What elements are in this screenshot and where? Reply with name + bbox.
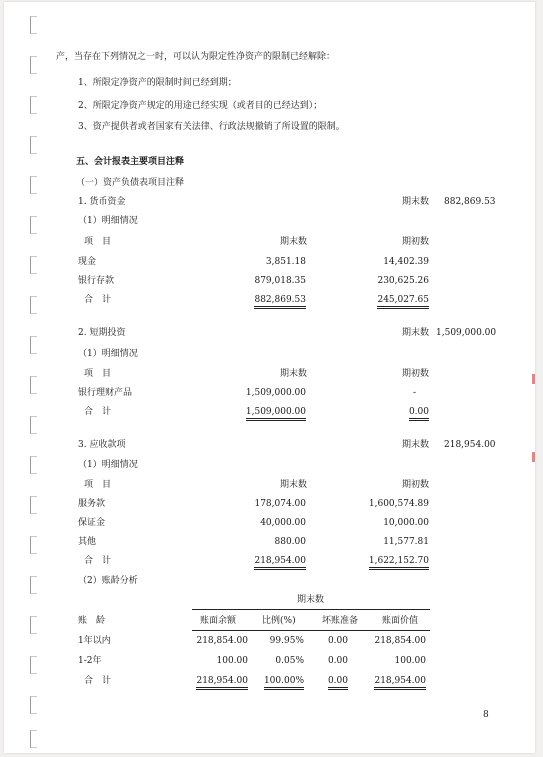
binding-marks xyxy=(4,2,44,753)
aging-row-ratio: 99.95% xyxy=(269,636,304,646)
receivable-total-label: 合 计 xyxy=(84,556,112,566)
document-page xyxy=(4,2,535,753)
intro-item-3: 3、资产提供者或者国家有关法律、行政法规撤销了所设置的限制。 xyxy=(78,122,345,132)
binding-mark xyxy=(30,96,37,114)
receivable-row-begin: 10,000.00 xyxy=(383,518,429,528)
binding-mark xyxy=(30,456,37,474)
invest-total-label: 合 计 xyxy=(84,407,112,417)
aging-row-balance: 218,854.00 xyxy=(196,636,248,646)
receivable-row-name: 服务款 xyxy=(78,499,106,509)
receivable-row-begin: 1,600,574.89 xyxy=(368,499,429,509)
invest-detail-label: （1）明细情况 xyxy=(78,349,138,359)
aging-col-provision: 坏账准备 xyxy=(322,616,359,626)
aging-col-age: 账 龄 xyxy=(78,616,106,626)
cash-row-name: 现金 xyxy=(78,257,97,267)
aging-subheader-rule xyxy=(192,630,430,631)
aging-total-book: 218,954.00 xyxy=(374,676,426,690)
receivable-total-end: 218,954.00 xyxy=(254,556,306,570)
aging-row-provision: 0.00 xyxy=(327,656,348,666)
receivable-col-end: 期末数 xyxy=(280,480,308,490)
receivable-row-begin: 11,577.81 xyxy=(383,537,429,547)
binding-mark xyxy=(30,16,37,34)
receivable-row-name: 保证金 xyxy=(78,518,106,528)
invest-row-end: 1,509,000.00 xyxy=(245,388,306,398)
binding-mark xyxy=(30,256,37,274)
page-number: 8 xyxy=(483,710,489,720)
binding-mark xyxy=(30,656,37,674)
aging-col-book: 账面价值 xyxy=(382,616,419,626)
red-stamp-edge xyxy=(532,452,535,462)
aging-total-balance: 218,954.00 xyxy=(196,676,248,690)
intro-item-1: 1、所限定净资产的限制时间已经到期； xyxy=(78,78,237,88)
receivable-row-name: 其他 xyxy=(78,537,97,547)
binding-mark xyxy=(30,616,37,634)
receivable-row-end: 40,000.00 xyxy=(260,518,306,528)
binding-mark xyxy=(30,730,37,748)
invest-total-end: 1,509,000.00 xyxy=(246,407,306,421)
cash-heading: 1. 货币资金 xyxy=(78,197,126,207)
receivable-row-end: 178,074.00 xyxy=(254,499,306,509)
aging-header-rule xyxy=(192,609,430,610)
aging-row-age: 1年以内 xyxy=(78,636,111,646)
aging-total-provision: 0.00 xyxy=(328,676,348,690)
cash-row-begin: 14,402.39 xyxy=(383,257,429,267)
binding-mark xyxy=(30,216,37,234)
cash-row-begin: 230,625.26 xyxy=(377,276,429,286)
receivable-end-label: 期末数 xyxy=(402,440,430,450)
receivable-col-begin: 期初数 xyxy=(402,480,430,490)
receivable-row-end: 880.00 xyxy=(274,537,306,547)
aging-row-age: 1-2年 xyxy=(78,656,102,666)
intro-item-2: 2、所限定净资产规定的用途已经实现（或者目的已经达到）； xyxy=(78,101,323,111)
binding-mark xyxy=(30,176,37,194)
receivable-end-value: 218,954.00 xyxy=(444,440,496,450)
cash-total-label: 合 计 xyxy=(84,295,112,305)
cash-detail-label: （1）明细情况 xyxy=(78,216,138,226)
binding-mark xyxy=(30,496,37,514)
aging-total-ratio: 100.00% xyxy=(264,676,304,690)
invest-end-value: 1,509,000.00 xyxy=(436,328,497,338)
invest-row-name: 银行理财产品 xyxy=(78,388,133,398)
cash-row-name: 银行存款 xyxy=(78,276,115,286)
aging-col-ratio: 比例(%) xyxy=(262,616,296,626)
binding-mark xyxy=(30,416,37,434)
receivable-detail-label: （1）明细情况 xyxy=(78,460,138,470)
binding-mark xyxy=(30,376,37,394)
receivable-total-begin: 1,622,152.70 xyxy=(369,556,429,570)
cash-total-end: 882,869.53 xyxy=(254,295,306,309)
invest-total-begin: 0.00 xyxy=(409,407,429,421)
aging-row-book: 100.00 xyxy=(394,656,426,666)
intro-line: 产，当存在下列情况之一时，可以认为限定性净资产的限制已经解除： xyxy=(56,52,336,62)
cash-col-item: 项 目 xyxy=(84,237,112,247)
cash-end-label: 期末数 xyxy=(402,197,430,207)
aging-col-balance: 账面余额 xyxy=(200,616,237,626)
section-subtitle: （一）资产负债表项目注释 xyxy=(76,178,185,188)
binding-mark xyxy=(30,56,37,74)
binding-mark xyxy=(30,336,37,354)
red-stamp-edge xyxy=(532,374,535,384)
cash-row-end: 3,851.18 xyxy=(265,257,306,267)
aging-group-header: 期末数 xyxy=(297,595,325,605)
binding-mark xyxy=(30,296,37,314)
cash-col-end: 期末数 xyxy=(280,237,308,247)
binding-mark xyxy=(30,136,37,154)
invest-col-begin: 期初数 xyxy=(402,369,430,379)
receivable-col-item: 项 目 xyxy=(84,480,112,490)
invest-col-end: 期末数 xyxy=(280,369,308,379)
cash-row-end: 879,018.35 xyxy=(254,276,306,286)
section-title: 五、会计报表主要项目注释 xyxy=(76,157,185,167)
aging-row-balance: 100.00 xyxy=(216,656,248,666)
aging-label: （2）账龄分析 xyxy=(78,576,138,586)
invest-col-item: 项 目 xyxy=(84,369,112,379)
binding-mark xyxy=(30,696,37,714)
aging-row-provision: 0.00 xyxy=(327,636,348,646)
cash-col-begin: 期初数 xyxy=(402,237,430,247)
invest-row-begin: - xyxy=(412,388,416,398)
aging-total-label: 合 计 xyxy=(84,676,112,686)
cash-end-value: 882,869.53 xyxy=(444,197,496,207)
invest-end-label: 期末数 xyxy=(402,328,430,338)
invest-heading: 2. 短期投资 xyxy=(78,328,126,338)
aging-row-ratio: 0.05% xyxy=(275,656,304,666)
aging-row-book: 218,854.00 xyxy=(374,636,426,646)
receivable-heading: 3. 应收款项 xyxy=(78,440,126,450)
binding-mark xyxy=(30,536,37,554)
binding-mark xyxy=(30,576,37,594)
cash-total-begin: 245,027.65 xyxy=(377,295,429,309)
